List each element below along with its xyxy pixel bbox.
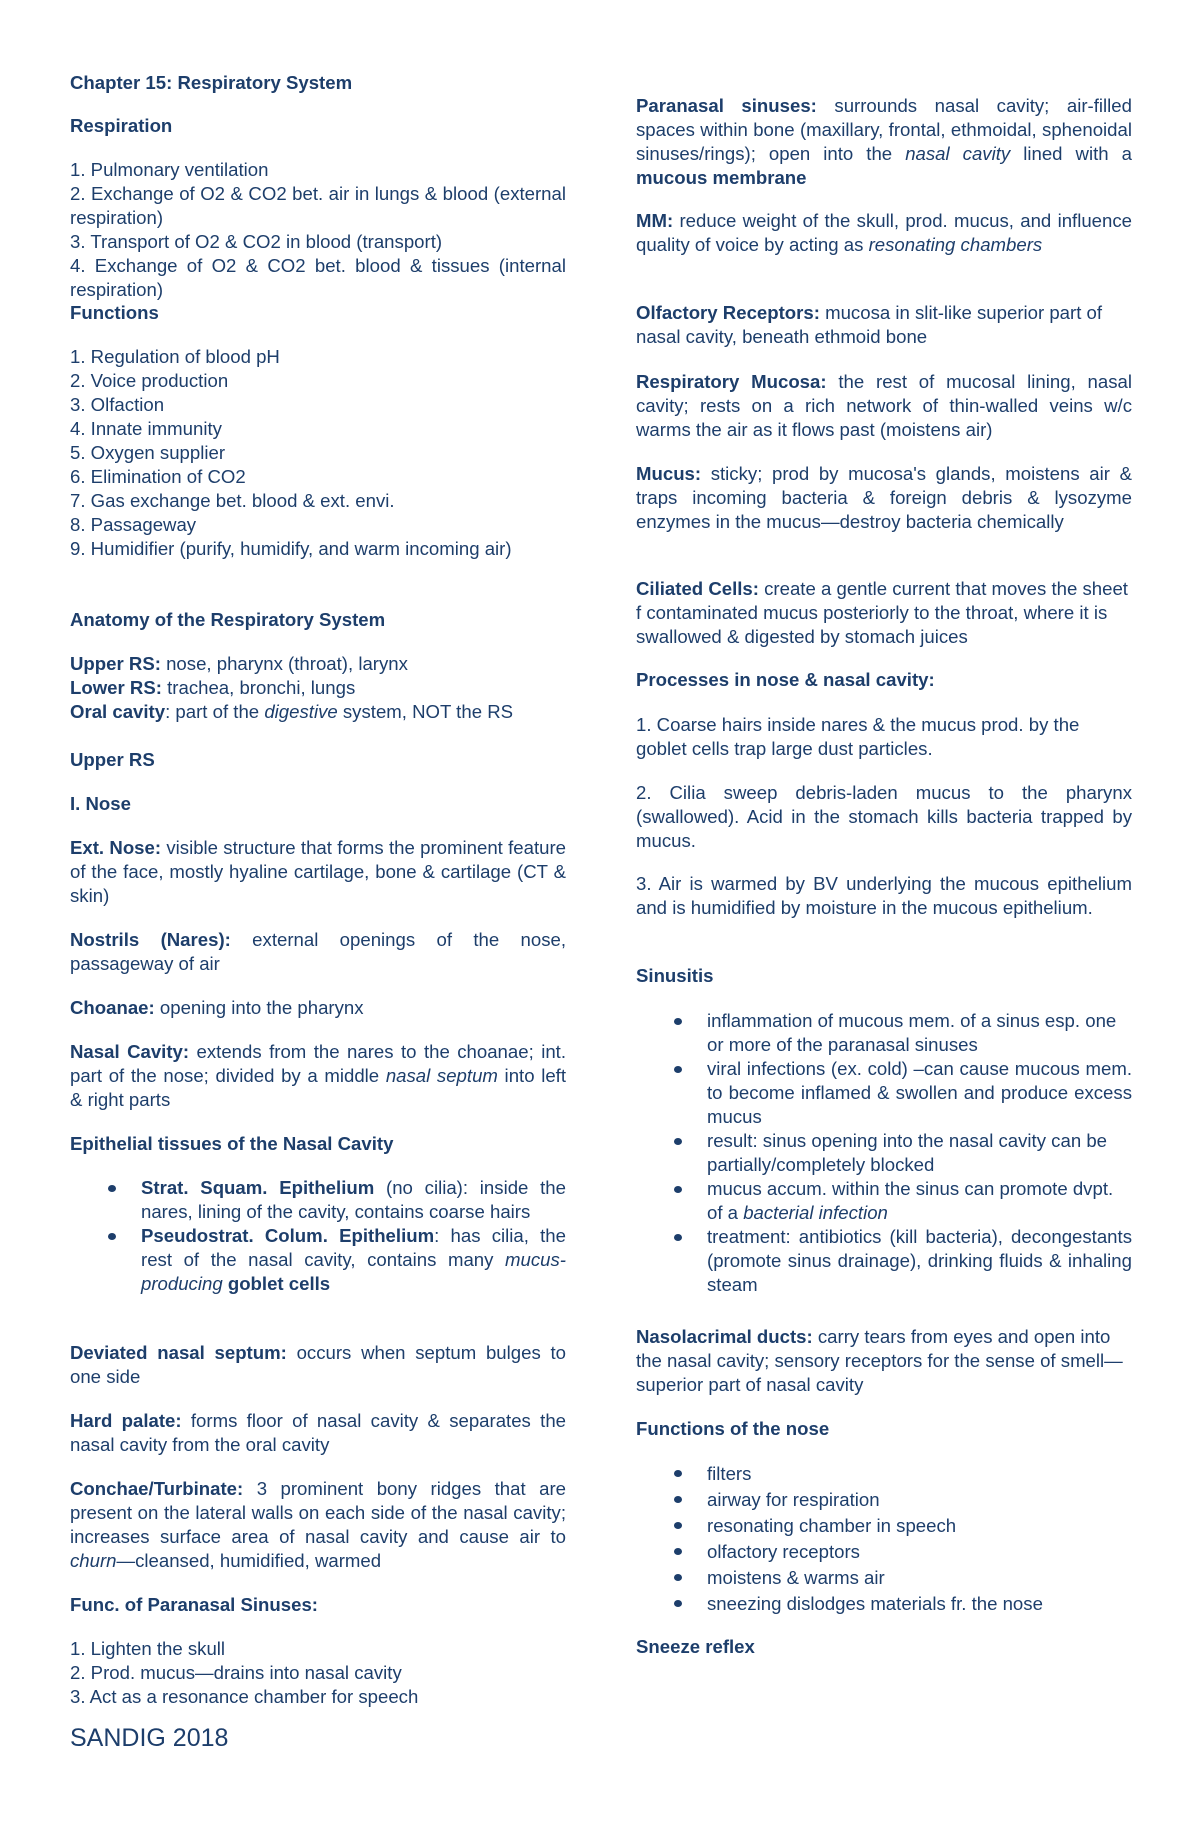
olfactory-receptors-def: Olfactory Receptors: mucosa in slit-like superior part of nasal cavity, beneath ethmoid bone [636, 302, 1103, 347]
nasal-cavity-def: Nasal Cavity: extends from the nares to the choanae; int. part of the nose; divided by a middle nasal septum into left & right parts [70, 1041, 567, 1110]
list-item: 2. Exchange of O2 & CO2 bet. air in lungs & blood (external respiration) [70, 183, 566, 228]
sinusitis-heading: Sinusitis [636, 965, 714, 986]
list-item: 2. Voice production [70, 370, 229, 391]
list-item: 2. Prod. mucus—drains into nasal cavity [70, 1662, 402, 1683]
list-item: olfactory receptors [707, 1539, 1132, 1565]
process-item-1: 1. Coarse hairs inside nares & the mucus prod. by the goblet cells trap large dust particles. [636, 714, 1080, 759]
respiration-heading: Respiration [70, 115, 173, 136]
list-item: 1. Regulation of blood pH [70, 346, 280, 367]
sinusitis-list [707, 1009, 1132, 1297]
functions-list [70, 345, 566, 561]
epithelial-heading: Epithelial tissues of the Nasal Cavity [70, 1133, 394, 1154]
list-item: 1. Lighten the skull [70, 1638, 226, 1659]
functions-nose-heading: Functions of the nose [636, 1418, 830, 1439]
processes-heading: Processes in nose & nasal cavity: [636, 669, 935, 690]
ext-nose-def: Ext. Nose: visible structure that forms the prominent feature of the face, mostly hyaline cartilage, bone & cartilage (CT & skin) [70, 837, 567, 906]
list-item: result: sinus opening into the nasal cavity can be partially/completely blocked [707, 1129, 1132, 1177]
nose-heading: I. Nose [70, 793, 131, 814]
mucus-def: Mucus: sticky; prod by mucosa's glands, moistens air & traps incoming bacteria & foreign debris & lysozyme enzymes in the mucus—destroy bacteria chemically [636, 463, 1132, 532]
list-item: 5. Oxygen supplier [70, 442, 226, 463]
epithelial-list [141, 1176, 566, 1296]
list-item: 4. Innate immunity [70, 418, 222, 439]
list-item: 4. Exchange of O2 & CO2 bet. blood & tissues (internal respiration) [70, 255, 566, 300]
functions-nose-list [707, 1461, 1132, 1617]
upper-rs-heading: Upper RS [70, 749, 155, 770]
process-item-3: 3. Air is warmed by BV underlying the mucous epithelium and is humidified by moisture in the mucous epithelium. [636, 873, 1132, 918]
sneeze-reflex-heading: Sneeze reflex [636, 1636, 755, 1657]
list-item: filters [707, 1461, 1132, 1487]
func-paranasal-list [70, 1637, 566, 1709]
lower-rs-def: Lower RS: trachea, bronchi, lungs [70, 677, 356, 698]
list-item: Pseudostrat. Colum. Epithelium: has cilia, the rest of the nasal cavity, contains many mucus-producing goblet cells [141, 1225, 566, 1294]
list-item: sneezing dislodges materials fr. the nose [707, 1591, 1132, 1617]
paranasal-sinuses-def: Paranasal sinuses: surrounds nasal cavity; air-filled spaces within bone (maxillary, frontal, ethmoidal, sphenoidal sinuses/rings); open into the nasal cavity lined with a mucous membrane [636, 95, 1132, 188]
hard-palate-def: Hard palate: forms floor of nasal cavity & separates the nasal cavity from the oral cavity [70, 1410, 566, 1455]
ciliated-cells-def: Ciliated Cells: create a gentle current that moves the sheet f contaminated mucus posteriorly to the throat, where it is swallowed & digested by stomach juices [636, 578, 1128, 647]
deviated-septum-def: Deviated nasal septum: occurs when septum bulges to one side [70, 1342, 566, 1387]
rs-divisions [70, 652, 566, 724]
list-item: 3. Act as a resonance chamber for speech [70, 1686, 419, 1707]
respiratory-mucosa-def: Respiratory Mucosa: the rest of mucosal lining, nasal cavity; rests on a rich network of thin-walled veins w/c warms the air as it flows past (moistens air) [636, 371, 1132, 440]
list-item: 3. Transport of O2 & CO2 in blood (transport) [70, 231, 443, 252]
list-item: 6. Elimination of CO2 [70, 466, 246, 487]
respiration-list [70, 158, 566, 302]
list-item: 8. Passageway [70, 514, 197, 535]
list-item: 7. Gas exchange bet. blood & ext. envi. [70, 490, 395, 511]
process-item-2: 2. Cilia sweep debris-laden mucus to the pharynx (swallowed). Acid in the stomach kills bacteria trapped by mucus. [636, 782, 1132, 851]
list-item: Strat. Squam. Epithelium (no cilia): inside the nares, lining of the cavity, contains coarse hairs [141, 1177, 566, 1222]
conchae-def: Conchae/Turbinate: 3 prominent bony ridges that are present on the lateral walls on each side of the nasal cavity; increases surface area of nasal cavity and cause air to churn—cleansed, humidified, warmed [70, 1478, 566, 1571]
list-item: treatment: antibiotics (kill bacteria), decongestants (promote sinus drainage), drinking fluids & inhaling steam [707, 1226, 1132, 1295]
list-item: 9. Humidifier (purify, humidify, and warm incoming air) [70, 538, 512, 559]
nasolacrimal-def: Nasolacrimal ducts: carry tears from eyes and open into the nasal cavity; sensory receptors for the sense of smell—superior part of nasal cavity [636, 1326, 1123, 1395]
list-item: airway for respiration [707, 1487, 1132, 1513]
oral-cavity-def: Oral cavity: part of the digestive system, NOT the RS [70, 701, 514, 722]
list-item: resonating chamber in speech [707, 1513, 1132, 1539]
footer-watermark: SANDIG 2018 [70, 1724, 229, 1752]
nostrils-def: Nostrils (Nares): external openings of the nose, passageway of air [70, 929, 567, 974]
chapter-title: Chapter 15: Respiratory System [70, 72, 353, 93]
list-item: 1. Pulmonary ventilation [70, 159, 269, 180]
list-item: 3. Olfaction [70, 394, 165, 415]
upper-rs-def: Upper RS: nose, pharynx (throat), larynx [70, 653, 408, 674]
anatomy-heading: Anatomy of the Respiratory System [70, 609, 386, 630]
mm-def: MM: reduce weight of the skull, prod. mucus, and influence quality of voice by acting as resonating chambers [636, 210, 1132, 255]
func-paranasal-heading: Func. of Paranasal Sinuses: [70, 1594, 318, 1615]
list-item: inflammation of mucous mem. of a sinus esp. one or more of the paranasal sinuses [707, 1009, 1132, 1057]
list-item: mucus accum. within the sinus can promote dvpt. of a bacterial infection [707, 1177, 1132, 1225]
choanae-def: Choanae: opening into the pharynx [70, 997, 364, 1018]
list-item: viral infections (ex. cold) –can cause mucous mem. to become inflamed & swollen and produce excess mucus [707, 1058, 1132, 1127]
list-item: moistens & warms air [707, 1565, 1132, 1591]
functions-heading: Functions [70, 302, 159, 323]
